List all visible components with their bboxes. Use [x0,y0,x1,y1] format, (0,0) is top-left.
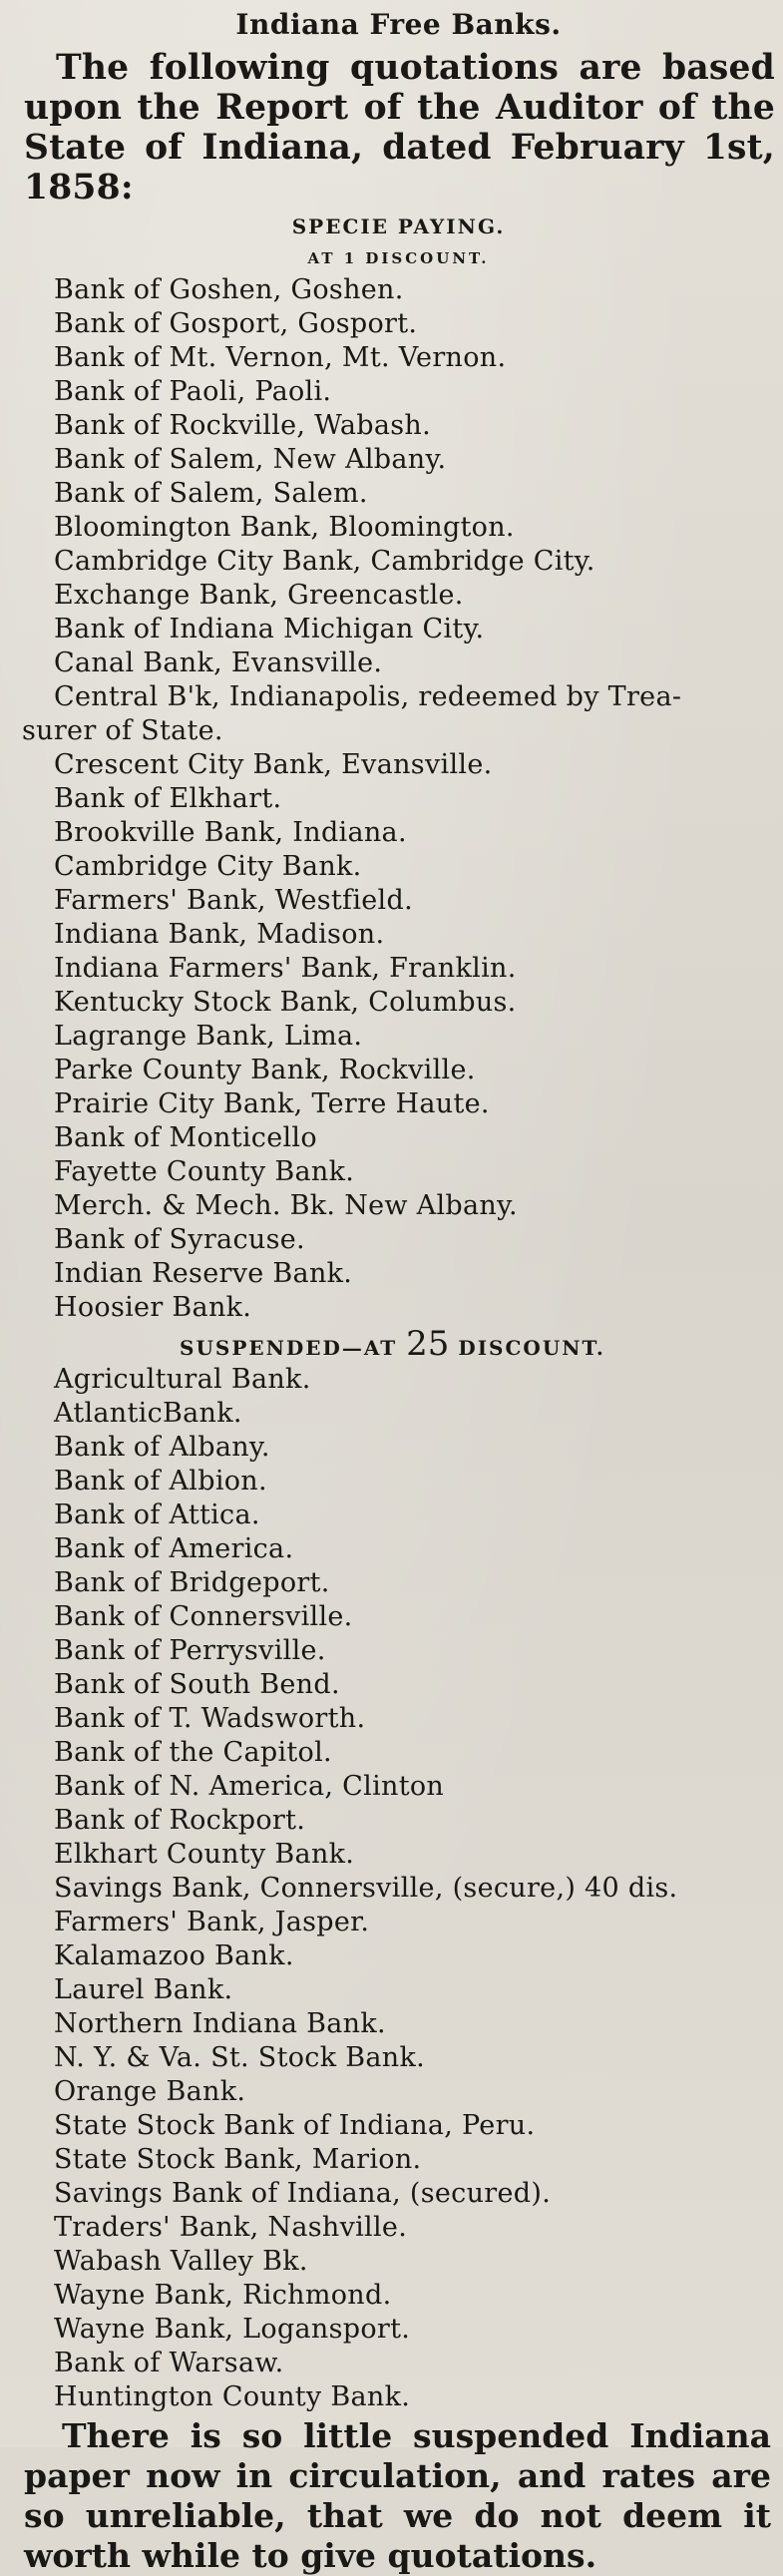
list-item: Bank of Warsaw. [54,2348,284,2378]
article-headline: Indiana Free Banks. [235,8,562,41]
list-item: Parke County Bank, Rockville. [54,1055,476,1085]
list-item: Bank of Albion. [54,1466,267,1497]
list-item: Wayne Bank, Richmond. [54,2280,392,2311]
list-item: Kalamazoo Bank. [54,1940,294,1971]
list-item: Wayne Bank, Logansport. [54,2314,411,2345]
list-item: Crescent City Bank, Evansville. [54,749,493,780]
list-item: Indian Reserve Bank. [54,1258,353,1289]
list-item: Indiana Bank, Madison. [54,919,385,950]
list-item: Bank of Rockville, Wabash. [54,410,431,441]
list-item: Bank of Elkhart. [54,783,282,814]
list-item: Lagrange Bank, Lima. [54,1021,363,1052]
list-item: Bank of Salem, New Albany. [54,444,447,475]
list-item: Kentucky Stock Bank, Columbus. [54,987,517,1018]
list-item: N. Y. & Va. St. Stock Bank. [54,2042,426,2073]
list-item: State Stock Bank, Marion. [54,2144,422,2175]
list-item: Bank of Indiana Michigan City. [54,614,485,644]
list-item: Orange Bank. [54,2076,246,2107]
list-item: Traders' Bank, Nashville. [54,2212,408,2243]
list-item: Bank of Rockport. [54,1805,306,1836]
list-item: Central B'k, Indianapolis, redeemed by Trea- [54,681,682,712]
list-item: Bank of Salem, Salem. [54,478,368,509]
suspended-label: SUSPENDED—AT [180,1336,398,1360]
suspended-list [22,1363,775,2414]
list-item: Agricultural Bank. [54,1364,311,1395]
section-title-specie-paying: SPECIE PAYING. [291,215,506,238]
specie-paying-list [22,273,775,1325]
list-item: Bank of Mt. Vernon, Mt. Vernon. [54,342,507,373]
list-item: Canal Bank, Evansville. [54,647,383,678]
list-item: Bank of Connersville. [54,1601,353,1632]
list-item: Bank of South Bend. [54,1669,340,1700]
list-item: Hoosier Bank. [54,1292,252,1323]
list-item: AtlanticBank. [54,1398,242,1429]
list-item: Bank of America. [54,1533,294,1564]
list-item: Bank of Albany. [54,1432,270,1463]
suspended-rate: 25 [406,1324,450,1364]
list-item: Huntington County Bank. [54,2381,411,2412]
list-item: Exchange Bank, Greencastle. [54,580,464,611]
list-item: Bank of Syracuse. [54,1224,305,1255]
list-item: Savings Bank of Indiana, (secured). [54,2178,552,2209]
list-item: Bank of Monticello [54,1122,317,1153]
list-item: Savings Bank, Connersville, (secure,) 40 dis. [54,1873,678,1904]
list-item: Brookville Bank, Indiana. [54,817,407,848]
list-item: Bloomington Bank, Bloomington. [54,512,515,543]
list-item: Wabash Valley Bk. [54,2246,308,2277]
list-item: State Stock Bank of Indiana, Peru. [54,2110,536,2141]
list-item: Cambridge City Bank. [54,851,362,882]
list-item: Bank of N. America, Clinton [54,1771,445,1802]
list-item-continuation: surer of State. [22,715,223,746]
suspended-label-end: DISCOUNT. [458,1336,605,1360]
list-item: Laurel Bank. [54,1974,233,2005]
article-intro: The following quotations are based upon the Report of the Auditor of the State of Indiana, dated February 1st, 1858: [24,48,775,208]
list-item: Bank of Attica. [54,1500,260,1530]
article-closing: There is so little suspended Indiana paper now in circulation, and rates are so unreliable, that we do not deem it worth while to give quotations. [24,2416,771,2575]
list-item: Indiana Farmers' Bank, Franklin. [54,953,517,984]
section-title-suspended [22,1325,775,1363]
list-item: Fayette County Bank. [54,1156,355,1187]
list-item: Bank of T. Wadsworth. [54,1703,366,1734]
discount-label: AT 1 DISCOUNT. [307,249,490,267]
list-item: Bank of Bridgeport. [54,1567,330,1598]
list-item: Merch. & Mech. Bk. New Albany. [54,1190,518,1221]
list-item: Northern Indiana Bank. [54,2008,386,2039]
list-item: Prairie City Bank, Terre Haute. [54,1088,490,1119]
list-item: Bank of Paoli, Paoli. [54,376,332,407]
list-item: Bank of Gosport, Gosport. [54,308,418,339]
list-item: Cambridge City Bank, Cambridge City. [54,546,595,577]
list-item: Elkhart County Bank. [54,1839,355,1870]
list-item: Bank of Perrysville. [54,1635,326,1666]
list-item: Farmers' Bank, Jasper. [54,1907,370,1937]
list-item: Bank of Goshen, Goshen. [54,274,404,305]
list-item: Bank of the Capitol. [54,1737,332,1768]
list-item: Farmers' Bank, Westfield. [54,885,413,916]
